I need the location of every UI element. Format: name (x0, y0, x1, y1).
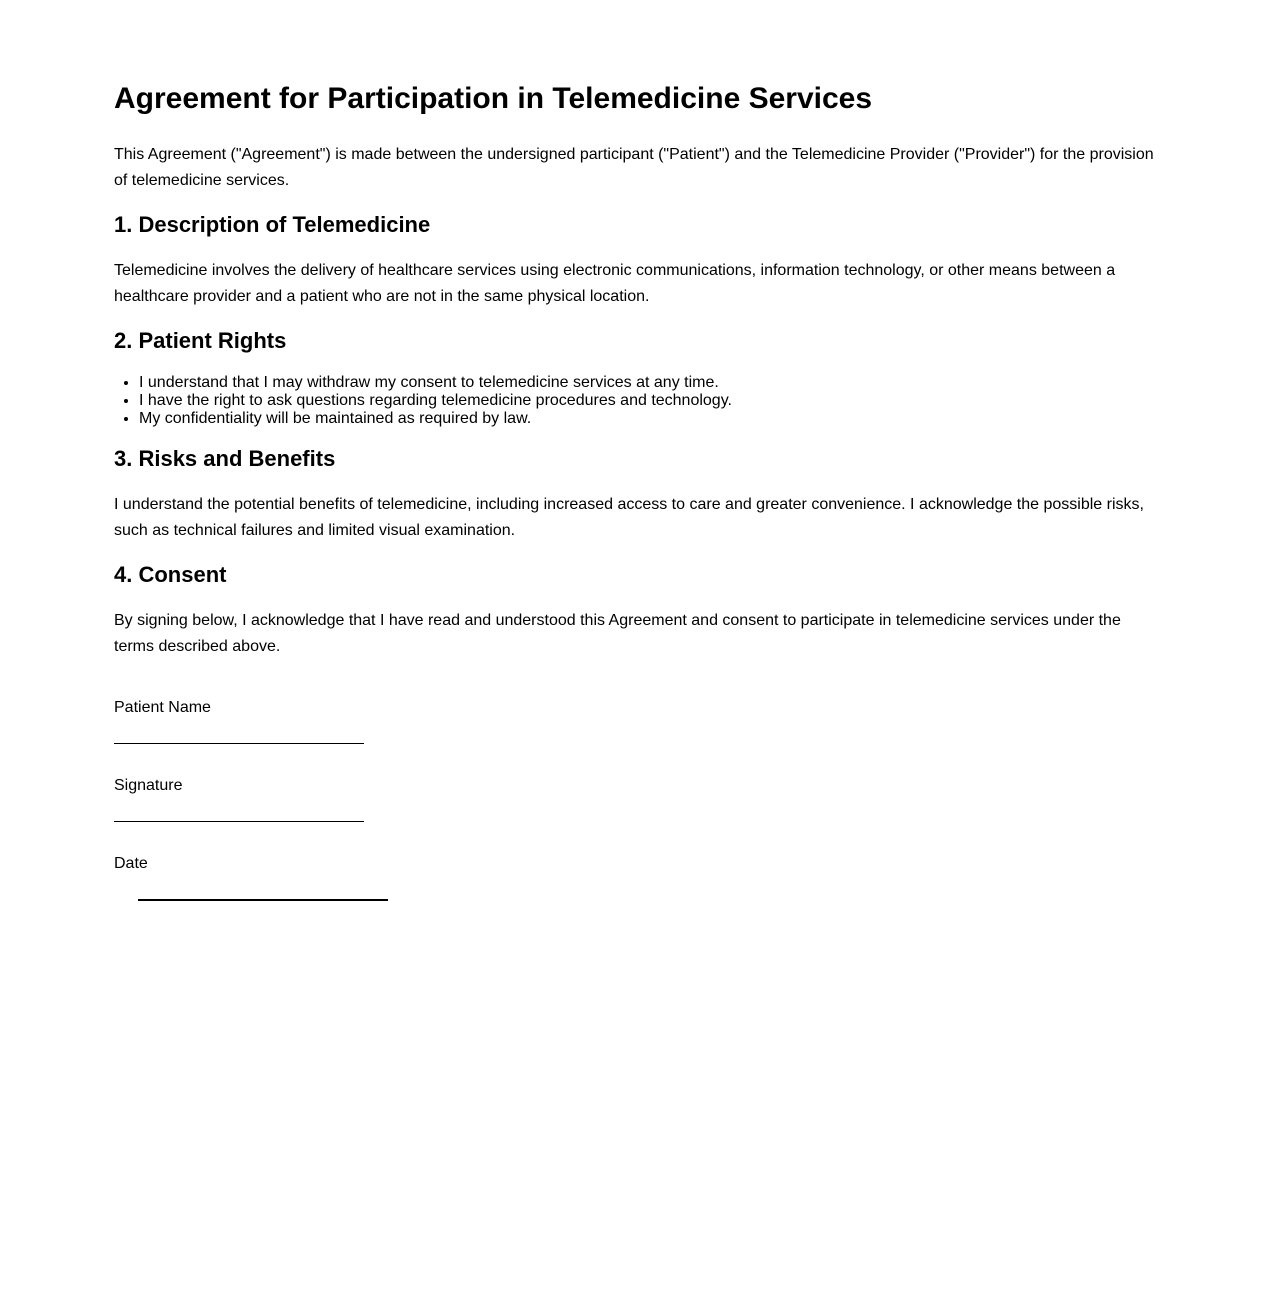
signature-line (114, 821, 364, 822)
list-item: • I understand that I may withdraw my consent to telemedicine services at any time. (139, 374, 1164, 392)
agreement-document (114, 0, 1164, 1050)
intro-paragraph: This Agreement ("Agreement") is made between the undersigned participant ("Patient") and the Telemedicine Provider ("Provider") for the provision of telemedicine services. (114, 145, 1154, 189)
list-item: • I have the right to ask questions regarding telemedicine procedures and technology. (139, 392, 1164, 410)
signature-block (114, 695, 1164, 901)
section-body-risks-benefits: I understand the potential benefits of telemedicine, including increased access to care and greater convenience. I acknowledge the possible risks, such as technical failures and limited visual examination. (114, 495, 1144, 539)
section-heading-consent: 4. Consent (114, 561, 227, 587)
patient-name-label: Patient Name (114, 698, 211, 716)
section-risks-and-benefits (114, 446, 1164, 544)
section-heading-risks-benefits: 3. Risks and Benefits (114, 445, 336, 471)
patient-name-line (114, 743, 364, 744)
signature-label: Signature (114, 776, 183, 794)
section-heading-patient-rights: 2. Patient Rights (114, 327, 287, 353)
signature-field-signature (114, 773, 1164, 822)
document-title: Agreement for Participation in Telemedicine Services (114, 82, 873, 115)
signature-field-date (114, 851, 1164, 901)
list-item: • My confidentiality will be maintained as required by law. (139, 410, 1164, 428)
section-patient-rights (114, 328, 1164, 428)
date-label: Date (114, 854, 148, 872)
section-consent (114, 562, 1164, 660)
signature-field-patient-name (114, 695, 1164, 744)
section-description-of-telemedicine (114, 212, 1164, 310)
section-body-description: Telemedicine involves the delivery of healthcare services using electronic communications, information technology, or other means between a healthcare provider and a patient who are not in the same physical location. (114, 261, 1116, 305)
section-heading-description: 1. Description of Telemedicine (114, 211, 431, 237)
section-body-consent: By signing below, I acknowledge that I have read and understood this Agreement and consent to participate in telemedicine services under the terms described above. (114, 611, 1121, 655)
date-line (138, 899, 388, 901)
patient-rights-list (114, 374, 1164, 428)
